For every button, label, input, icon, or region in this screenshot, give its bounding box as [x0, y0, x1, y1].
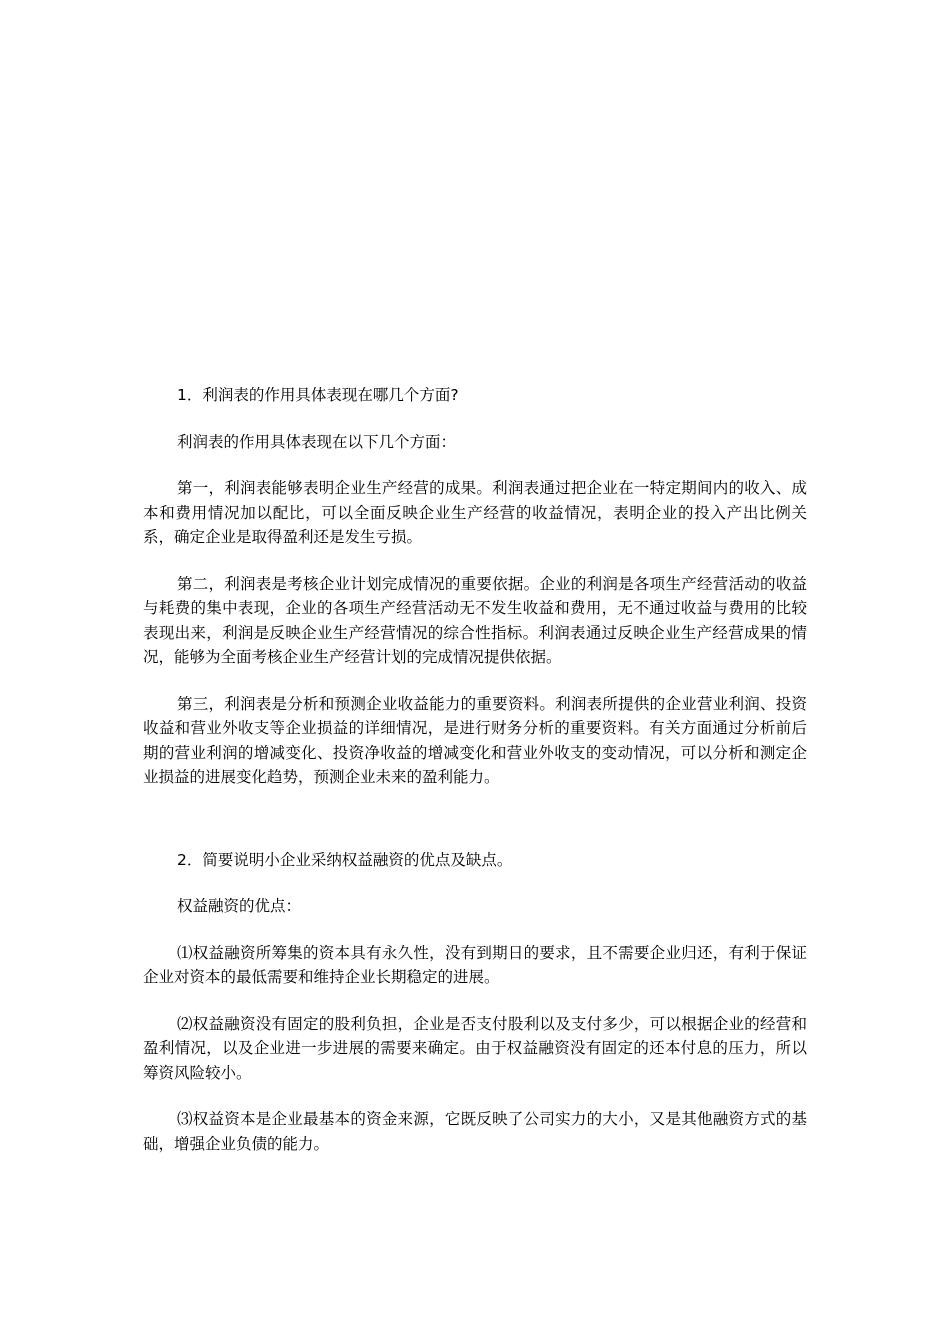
- question-2-intro: 权益融资的优点：: [177, 897, 302, 915]
- question-2-point-3: ⑶权益资本是企业最基本的资金来源，它既反映了公司实力的大小，又是其他融资方式的基础，增强企业负债的能力。: [143, 1110, 807, 1153]
- question-2: 2．简要说明小企业采纳权益融资的优点及缺点。: [177, 850, 513, 869]
- question-1: 1．利润表的作用具体表现在哪几个方面?: [177, 386, 459, 404]
- question-1-point-2: 第二，利润表是考核企业计划完成情况的重要依据。企业的利润是各项生产经营活动的收益与耗费的集中表现，企业的各项生产经营活动无不发生收益和费用，无不通过收益与费用的比较表现出来，利润是反映企业生产经营情况的综合性指标。利润表通过反映企业生产经营成果的情况，能够为全面考核企业生产经营计划的完成情况提供依据。: [143, 574, 807, 666]
- question-1-intro: 利润表的作用具体表现在以下几个方面：: [177, 432, 457, 451]
- question-2-point-2: ⑵权益融资没有固定的股利负担，企业是否支付股利以及支付多少，可以根据企业的经营和盈利情况，以及企业进一步进展的需要来确定。由于权益融资没有固定的还本付息的压力，所以筹资风险较小。: [143, 1014, 807, 1082]
- document-body: [143, 383, 807, 1156]
- question-1-point-1: 第一，利润表能够表明企业生产经营的成果。利润表通过把企业在一特定期间内的收入、成本和费用情况加以配比，可以全面反映企业生产经营的收益情况，表明企业的投入产出比例关系，确定企业是取得盈利还是发生亏损。: [143, 479, 807, 546]
- question-1-point-3: 第三，利润表是分析和预测企业收益能力的重要资料。利润表所提供的企业营业利润、投资收益和营业外收支等企业损益的详细情况，是进行财务分析的重要资料。有关方面通过分析前后期的营业利润的增减变化、投资净收益的增减变化和营业外收支的变动情况，可以分析和测定企业损益的进展变化趋势，预测企业未来的盈利能力。: [143, 694, 807, 786]
- question-2-point-1: ⑴权益融资所筹集的资本具有永久性，没有到期日的要求，且不需要企业归还，有利于保证企业对资本的最低需要和维持企业长期稳定的进展。: [143, 943, 807, 986]
